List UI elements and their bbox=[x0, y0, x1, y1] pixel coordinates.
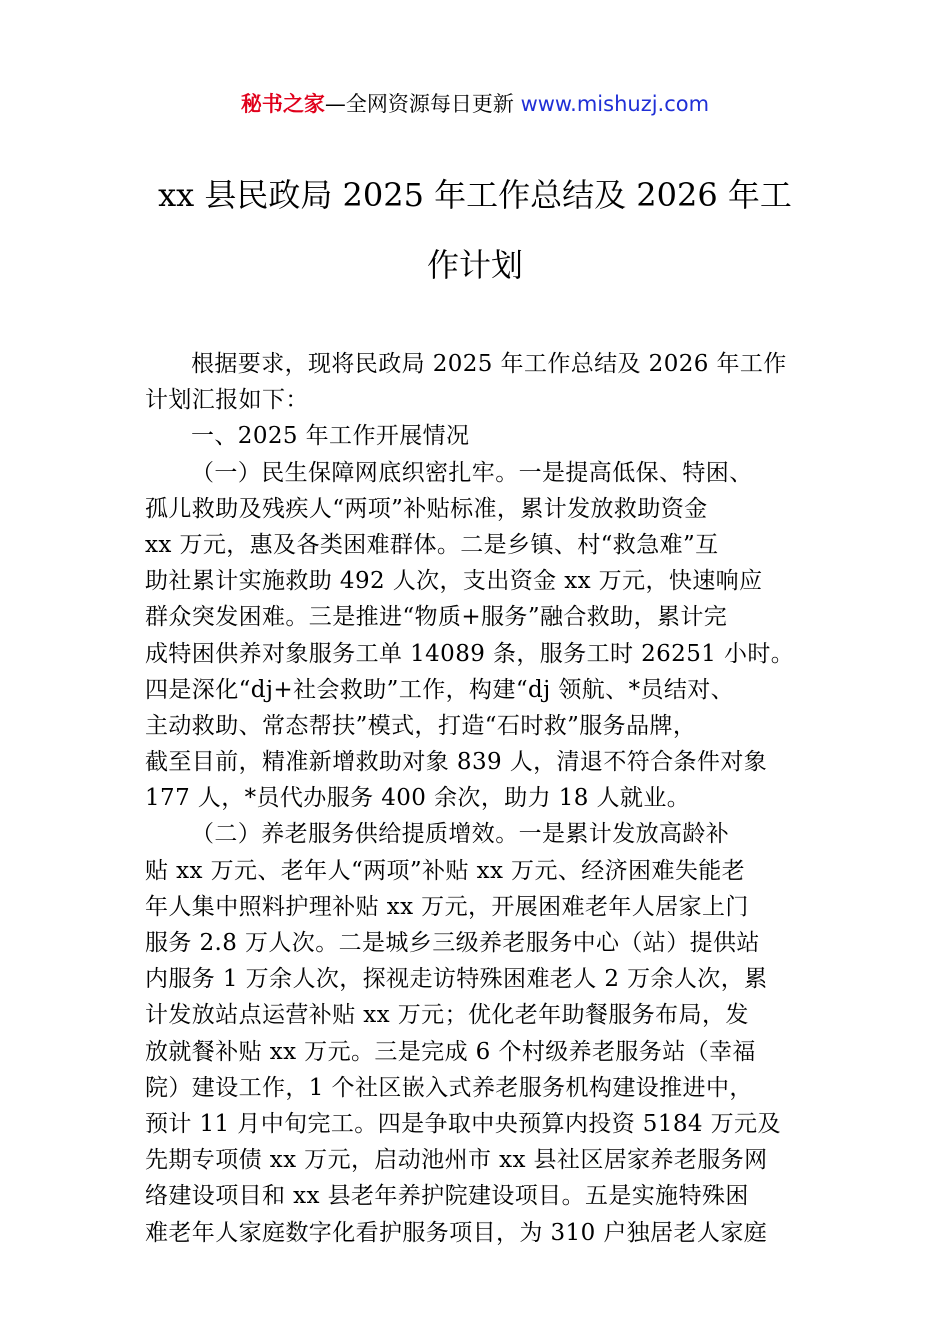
paragraph-1-line: 截至目前，精准新增救助对象 839 人，清退不符合条件对象 bbox=[145, 749, 768, 776]
document-title-line-2: 作计划 bbox=[426, 246, 523, 284]
paragraph-1-line: xx 万元，惠及各类困难群体。二是乡镇、村“救急难”互 bbox=[145, 531, 719, 558]
paragraph-2-line: （二）养老服务供给提质增效。一是累计发放高龄补 bbox=[191, 821, 730, 848]
paragraph-1-line: 群众突发困难。三是推进“物质+服务”融合救助，累计完 bbox=[145, 604, 728, 631]
paragraph-1-line: 孤儿救助及残疾人“两项”补贴标准，累计发放救助资金 bbox=[145, 495, 708, 522]
document-title-line-1: xx 县民政局 2025 年工作总结及 2026 年工 bbox=[158, 176, 792, 214]
site-url-link[interactable]: www.mishuzj.com bbox=[520, 92, 710, 116]
section-heading: 一、2025 年工作开展情况 bbox=[191, 423, 470, 450]
paragraph-1-line: 177 人，*员代办服务 400 余次，助力 18 人就业。 bbox=[145, 785, 691, 812]
site-header bbox=[0, 88, 950, 120]
paragraph-2-line: 预计 11 月中旬完工。四是争取中央预算内投资 5184 万元及 bbox=[145, 1110, 781, 1137]
paragraph-1-line: 主动救助、常态帮扶”模式，打造“石时救”服务品牌， bbox=[145, 712, 697, 739]
paragraph-2-line: 先期专项债 xx 万元，启动池州市 xx 县社区居家养老服务网 bbox=[145, 1147, 768, 1174]
paragraph-1-line: 四是深化“dj+社会救助”工作，构建“dj 领航、*员结对、 bbox=[145, 676, 735, 703]
paragraph-2-line: 内服务 1 万余人次，探视走访特殊困难老人 2 万余人次，累 bbox=[145, 966, 768, 993]
paragraph-2-line: 服务 2.8 万人次。二是城乡三级养老服务中心（站）提供站 bbox=[145, 930, 760, 956]
site-tagline: —全网资源每日更新 bbox=[324, 92, 521, 116]
document-body bbox=[145, 346, 815, 1251]
paragraph-2-line: 络建设项目和 xx 县老年养护院建设项目。五是实施特殊困 bbox=[145, 1183, 749, 1210]
paragraph-2-line: 放就餐补贴 xx 万元。三是完成 6 个村级养老服务站（幸福 bbox=[145, 1038, 756, 1065]
paragraph-1-line: （一）民生保障网底织密扎牢。一是提高低保、特困、 bbox=[191, 459, 753, 486]
paragraph-2-line: 年人集中照料护理补贴 xx 万元，开展困难老年人居家上门 bbox=[145, 893, 749, 920]
paragraph-2-line: 难老年人家庭数字化看护服务项目，为 310 户独居老人家庭 bbox=[145, 1219, 768, 1246]
paragraph-1-line: 助社累计实施救助 492 人次，支出资金 xx 万元，快速响应 bbox=[145, 568, 763, 595]
paragraph-2-line: 贴 xx 万元、老年人“两项”补贴 xx 万元、经济困难失能老 bbox=[145, 857, 746, 884]
paragraph-intro-line: 计划汇报如下： bbox=[145, 387, 309, 414]
paragraph-2-line: 院）建设工作，1 个社区嵌入式养老服务机构建设推进中， bbox=[145, 1074, 753, 1101]
paragraph-intro-line: 根据要求，现将民政局 2025 年工作总结及 2026 年工作 bbox=[191, 351, 787, 377]
paragraph-2-line: 计发放站点运营补贴 xx 万元；优化老年助餐服务布局，发 bbox=[145, 1002, 749, 1029]
site-brand: 秘书之家 bbox=[240, 92, 325, 116]
document-title bbox=[80, 160, 870, 300]
paragraph-1-line: 成特困供养对象服务工单 14089 条，服务工时 26251 小时。 bbox=[145, 640, 795, 667]
